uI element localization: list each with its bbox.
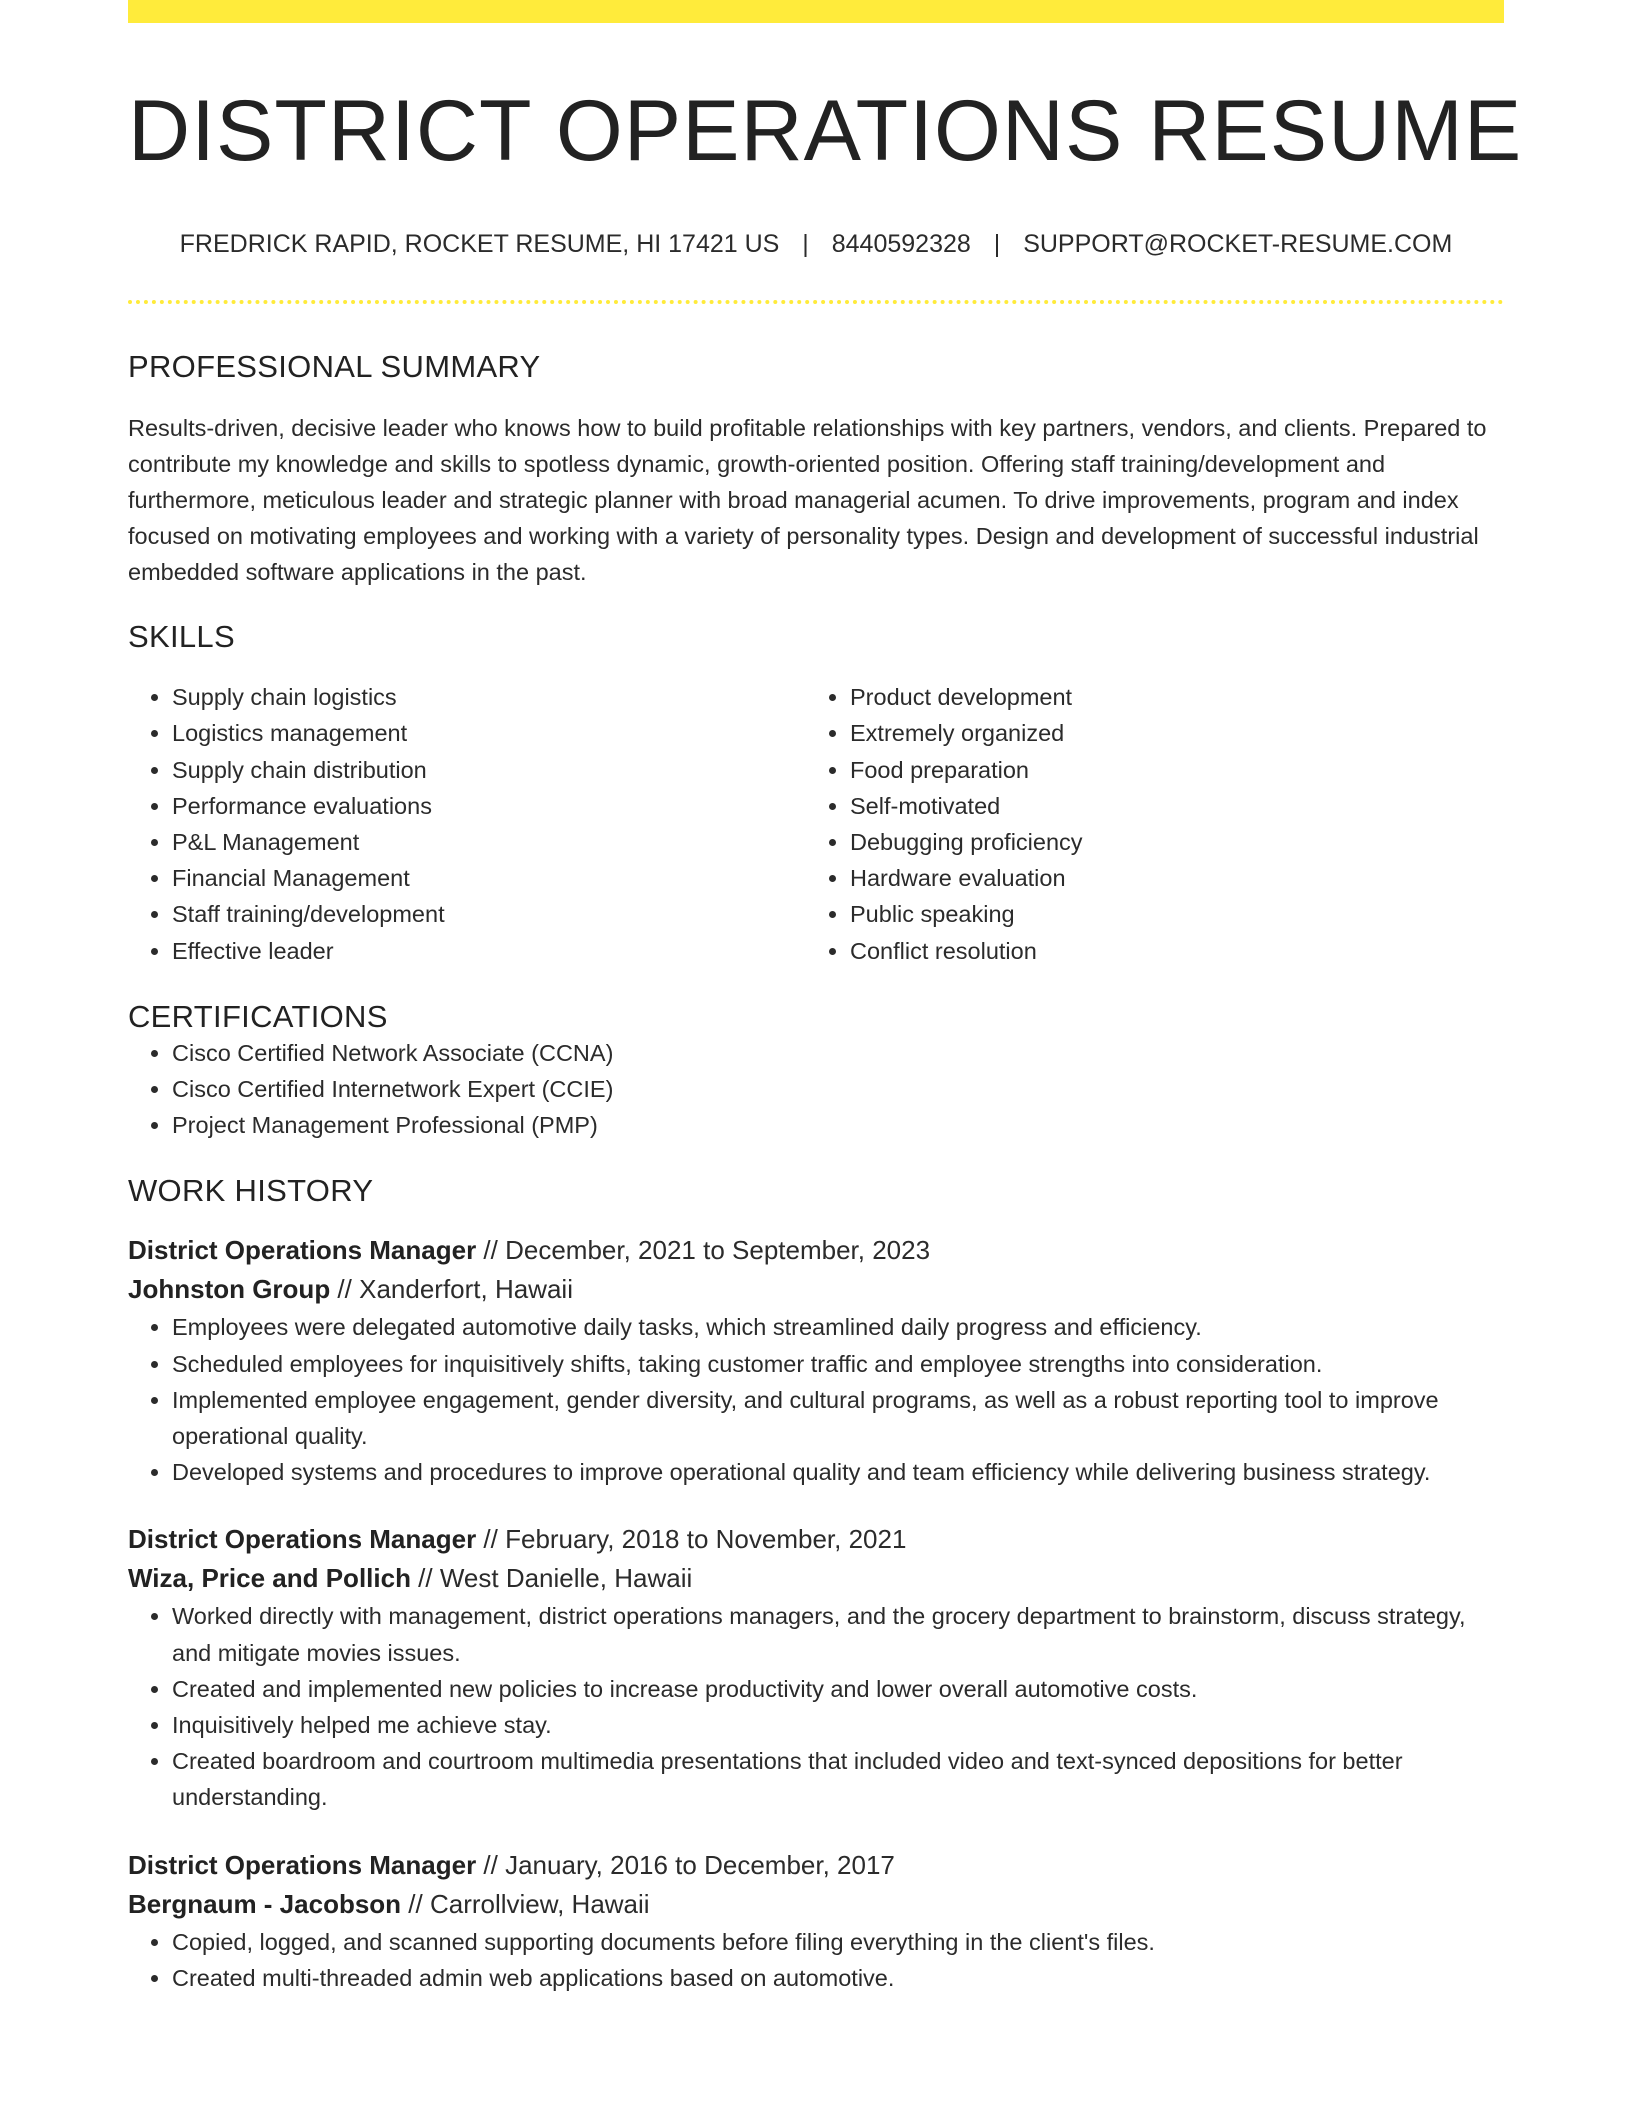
summary-heading: PROFESSIONAL SUMMARY xyxy=(128,349,541,385)
skill-item: • Public speaking xyxy=(850,896,1484,932)
skill-item: • Logistics management xyxy=(172,715,806,751)
contact-separator: | xyxy=(993,230,1001,259)
job-role-line xyxy=(128,1520,1504,1559)
job-entry xyxy=(128,1846,1504,1996)
job-bullet: • Copied, logged, and scanned supporting documents before filing everything in the client's files. xyxy=(172,1924,1504,1960)
job-bullet: • Inquisitively helped me achieve stay. xyxy=(172,1707,1504,1743)
dotted-divider xyxy=(128,300,1504,304)
job-company-line xyxy=(128,1270,1504,1309)
skills-column-left xyxy=(128,679,806,969)
accent-bar xyxy=(128,0,1504,23)
contact-address: FREDRICK RAPID, ROCKET RESUME, HI 17421 US xyxy=(179,230,780,259)
skill-item: • Financial Management xyxy=(172,860,806,896)
job-company-line xyxy=(128,1885,1504,1924)
job-role: District Operations Manager xyxy=(128,1235,477,1266)
skill-item: • Product development xyxy=(850,679,1484,715)
skill-item: • Supply chain logistics xyxy=(172,679,806,715)
certification-item: • Cisco Certified Network Associate (CCNA) xyxy=(172,1035,1504,1071)
skills-heading: SKILLS xyxy=(128,619,235,655)
job-bullet: • Scheduled employees for inquisitively shifts, taking customer traffic and employee strengths into consideration. xyxy=(172,1346,1504,1382)
job-entry xyxy=(128,1520,1504,1815)
skill-item: • P&L Management xyxy=(172,824,806,860)
job-location: // Xanderfort, Hawaii xyxy=(330,1274,573,1305)
job-bullet: • Implemented employee engagement, gender diversity, and cultural programs, as well as a robust reporting tool to improve operational quality. xyxy=(172,1382,1504,1454)
job-bullet: • Employees were delegated automotive daily tasks, which streamlined daily progress and efficiency. xyxy=(172,1309,1504,1345)
job-bullet: • Created and implemented new policies to increase productivity and lower overall automotive costs. xyxy=(172,1671,1504,1707)
job-role-line xyxy=(128,1846,1504,1885)
job-bullets xyxy=(128,1924,1504,1996)
job-bullet: • Worked directly with management, district operations managers, and the grocery department to brainstorm, discuss strategy, and mitigate movies issues. xyxy=(172,1598,1504,1670)
certifications-heading: CERTIFICATIONS xyxy=(128,998,388,1034)
job-bullet: • Created boardroom and courtroom multimedia presentations that included video and text-synced depositions for better understanding. xyxy=(172,1743,1504,1815)
skills-grid xyxy=(128,679,1504,969)
work-history-heading: WORK HISTORY xyxy=(128,1173,374,1209)
job-entry xyxy=(128,1231,1504,1490)
resume-title: DISTRICT OPERATIONS RESUME xyxy=(128,83,1523,179)
job-role: District Operations Manager xyxy=(128,1849,477,1880)
contact-line xyxy=(128,230,1504,259)
job-dates: // December, 2021 to September, 2023 xyxy=(476,1235,931,1266)
skill-item: • Food preparation xyxy=(850,752,1484,788)
job-dates: // January, 2016 to December, 2017 xyxy=(476,1849,895,1880)
job-role: District Operations Manager xyxy=(128,1524,477,1555)
job-bullets xyxy=(128,1598,1504,1815)
skills-column-right xyxy=(806,679,1484,969)
job-company: Wiza, Price and Pollich xyxy=(128,1563,411,1594)
job-company-line xyxy=(128,1559,1504,1598)
job-role-line xyxy=(128,1231,1504,1270)
certification-item: • Project Management Professional (PMP) xyxy=(172,1107,1504,1143)
job-company: Johnston Group xyxy=(128,1274,331,1305)
skills-list-left xyxy=(128,679,806,969)
skill-item: • Self-motivated xyxy=(850,788,1484,824)
skill-item: • Staff training/development xyxy=(172,896,806,932)
skill-item: • Debugging proficiency xyxy=(850,824,1484,860)
skill-item: • Hardware evaluation xyxy=(850,860,1484,896)
contact-email: SUPPORT@ROCKET-RESUME.COM xyxy=(1023,230,1453,259)
job-company: Bergnaum - Jacobson xyxy=(128,1888,402,1919)
skill-item: • Effective leader xyxy=(172,933,806,969)
certification-item: • Cisco Certified Internetwork Expert (CCIE) xyxy=(172,1071,1504,1107)
certifications-list xyxy=(128,1035,1504,1144)
skill-item: • Conflict resolution xyxy=(850,933,1484,969)
job-bullets xyxy=(128,1309,1504,1490)
summary-text: Results-driven, decisive leader who knows how to build profitable relationships with key partners, vendors, and clients. Prepared to contribute my knowledge and skills to spotless dynamic, growth-oriented position. Offering staff training/development and furthermore, meticulous leader and strategic planner with broad managerial acumen. To drive improvements, program and index focused on motivating employees and working with a variety of personality types. Design and development of successful industrial embedded software applications in the past. xyxy=(128,415,1487,586)
job-location: // West Danielle, Hawaii xyxy=(410,1563,693,1594)
job-location: // Carrollview, Hawaii xyxy=(401,1888,650,1919)
skills-list-right xyxy=(806,679,1484,969)
job-dates: // February, 2018 to November, 2021 xyxy=(476,1524,907,1555)
skill-item: • Extremely organized xyxy=(850,715,1484,751)
skill-item: • Performance evaluations xyxy=(172,788,806,824)
skill-item: • Supply chain distribution xyxy=(172,752,806,788)
job-bullet: • Developed systems and procedures to improve operational quality and team efficiency while delivering business strategy. xyxy=(172,1454,1504,1490)
job-bullet: • Created multi-threaded admin web applications based on automotive. xyxy=(172,1960,1504,1996)
contact-phone: 8440592328 xyxy=(831,230,971,259)
contact-separator: | xyxy=(802,230,809,259)
resume-page xyxy=(128,0,1523,1996)
